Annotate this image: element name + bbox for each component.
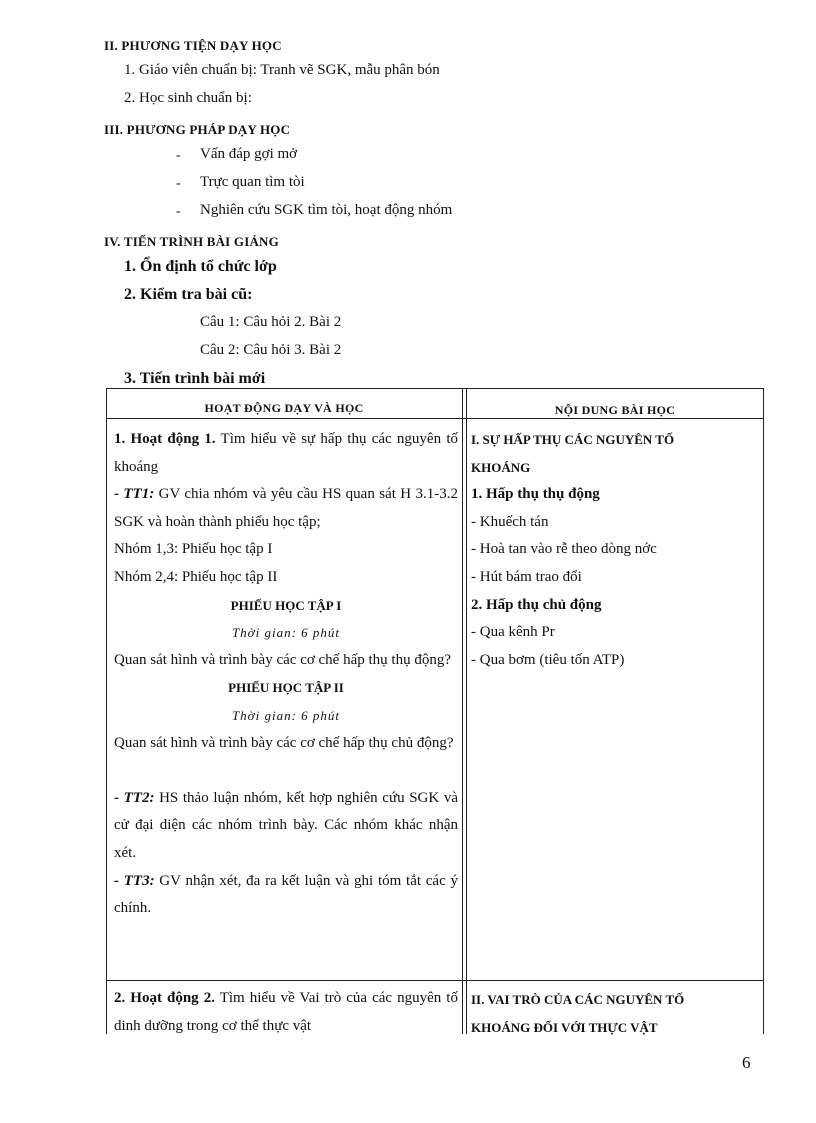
tt3-text: GV nhận xét, đa ra kết luận và ghi tóm tắt các ý chính. <box>114 872 458 917</box>
section-3-bullet-3: Nghiên cứu SGK tìm tòi, hoạt động nhóm <box>200 202 453 218</box>
tt3 <box>114 868 458 923</box>
content-section-1-title-line-2: KHOÁNG <box>471 459 531 475</box>
table-border-left <box>106 388 107 1034</box>
table-row-rule <box>106 980 764 981</box>
row-1-activities <box>114 426 458 923</box>
active-item-1: - Qua kênh Pr <box>471 624 555 641</box>
sheet-2-time: Thời gian: 6 phút <box>231 707 341 723</box>
activity-1-label: 1. Hoạt động 1. <box>114 431 216 447</box>
spacer <box>114 757 458 785</box>
bullet-dash: - <box>176 176 181 191</box>
table-border-top <box>106 388 764 389</box>
table-divider <box>466 388 467 1034</box>
step-1: 1. Ổn định tổ chức lớp <box>124 258 277 275</box>
content-section-2-title-line-1: II. VAI TRÒ CỦA CÁC NGUYÊN TỐ <box>471 992 685 1007</box>
tt1-text: GV chia nhóm và yêu cầu HS quan sát H 3.1-3.2 SGK và hoàn thành phiếu học tập; <box>114 486 458 530</box>
column-header-content: NỘI DUNG BÀI HỌC <box>554 403 676 417</box>
step-3: 3. Tiến trình bài mới <box>124 370 266 387</box>
passive-item-3: - Hút bám trao đổi <box>471 568 582 585</box>
activity-2-label: 2. Hoạt động 2. <box>114 990 215 1006</box>
table-divider <box>462 388 463 1034</box>
sheet-1-question: Quan sát hình và trình bày các cơ chế hấp thụ thụ động? <box>114 651 451 668</box>
section-3-bullet-2: Trực quan tìm tòi <box>200 174 305 190</box>
section-3-bullet-1: Vấn đáp gợi mở <box>200 146 298 162</box>
question-2: Câu 2: Câu hỏi 3. Bài 2 <box>200 342 342 358</box>
bullet-dash: - <box>176 148 181 163</box>
bullet-dash: - <box>176 204 181 219</box>
sheet-2-title: PHIẾU HỌC TẬP II <box>228 680 344 696</box>
sheet-1-title: PHIẾU HỌC TẬP I <box>230 597 342 613</box>
tt2 <box>114 785 458 868</box>
step-2: 2. Kiểm tra bài cũ: <box>124 286 253 303</box>
tt2-label: - TT2: <box>114 789 155 806</box>
active-absorption-title: 2. Hấp thụ chủ động <box>471 596 602 613</box>
page-number: 6 <box>742 1053 751 1072</box>
column-header-activities: HOẠT ĐỘNG DẠY VÀ HỌC <box>204 401 364 415</box>
tt1 <box>114 481 458 536</box>
tt1-label: - TT1: <box>114 486 155 503</box>
section-2-title: II. PHƯƠNG TIỆN DẠY HỌC <box>104 38 282 53</box>
activity-2-text: Tìm hiểu về Vai trò của các nguyên tố dinh dưỡng trong cơ thể thực vật <box>114 990 458 1034</box>
section-2-item-2: 2. Học sinh chuẩn bị: <box>124 90 252 106</box>
activity-1 <box>114 426 458 481</box>
section-2-item-1: 1. Giáo viên chuẩn bị: Tranh vẽ SGK, mẫu phân bón <box>124 62 440 78</box>
question-1: Câu 1: Câu hỏi 2. Bài 2 <box>200 314 342 330</box>
sheet-2-question: Quan sát hình và trình bày các cơ chế hấp thụ chủ động? <box>114 734 454 751</box>
lesson-table <box>106 388 764 1034</box>
section-3-title: III. PHƯƠNG PHÁP DẠY HỌC <box>104 122 291 137</box>
group-2: Nhóm 2,4: Phiếu học tập II <box>114 568 278 585</box>
content-section-2-title-line-2: KHOÁNG ĐỐI VỚI THỰC VẬT <box>471 1019 658 1035</box>
passive-item-2: - Hoà tan vào rễ theo dòng nớc <box>471 541 657 558</box>
active-item-2: - Qua bơm (tiêu tốn ATP) <box>471 651 625 668</box>
row-2-content <box>471 986 761 1041</box>
table-border-right <box>763 388 764 1034</box>
activity-1-text: Tìm hiểu về sự hấp thụ các nguyên tố khoáng <box>114 431 458 475</box>
passive-item-1: - Khuếch tán <box>471 513 549 530</box>
group-1: Nhóm 1,3: Phiếu học tập I <box>114 541 273 558</box>
section-4-title: IV. TIẾN TRÌNH BÀI GIẢNG <box>104 234 279 249</box>
passive-absorption-title: 1. Hấp thụ thụ động <box>471 486 600 503</box>
tt2-text: HS thảo luận nhóm, kết hợp nghiên cứu SGK và cử đại diện các nhóm trình bày. Các nhóm khác nhận xét. <box>114 789 458 861</box>
row-2-activities <box>114 985 458 1040</box>
sheet-1-time: Thời gian: 6 phút <box>231 625 341 641</box>
tt3-label: - TT3: <box>114 872 155 889</box>
content-section-1-title-line-1: I. SỰ HẤP THỤ CÁC NGUYÊN TỐ <box>471 432 675 447</box>
activity-2 <box>114 985 458 1040</box>
row-1-content <box>471 426 761 674</box>
